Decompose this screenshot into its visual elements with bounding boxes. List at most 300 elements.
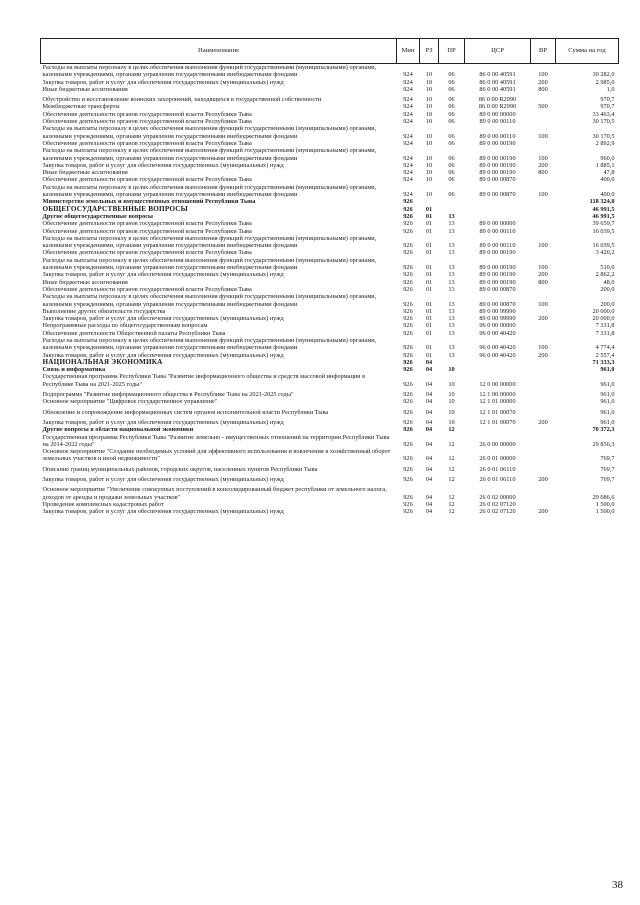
cell-rz: 01 xyxy=(425,242,433,250)
cell-pr: 12 xyxy=(448,476,455,484)
cell-pr: 12 xyxy=(448,508,455,516)
table-row xyxy=(41,483,619,501)
cell-name: Расходы на выплаты персоналу в целях обеспечения выполнения функций государственными (муниципальными) органами, казенными учреждениями, органами управления государственными внебюджетными фондами xyxy=(42,336,377,352)
cell-name: Обеспечение деятельности органов государственной власти Республики Тыва xyxy=(42,227,252,235)
cell-vr xyxy=(531,398,556,405)
cell-rz: 10 xyxy=(425,85,433,93)
cell-csr: 26 0 01 06110 xyxy=(479,476,516,484)
cell-csr xyxy=(465,426,531,433)
cell-rz: 01 xyxy=(425,329,433,337)
cell-vr xyxy=(531,463,556,473)
cell-min: 926 xyxy=(403,391,413,399)
cell-vr: 200 xyxy=(538,351,548,359)
page-number: 38 xyxy=(612,879,623,891)
table-row xyxy=(41,293,619,308)
cell-name: Обеспечение деятельности органов государственной власти Республики Тыва xyxy=(42,285,252,293)
cell-rz: 01 xyxy=(425,227,433,235)
cell-min: 926 xyxy=(403,465,413,473)
table-row xyxy=(41,125,619,140)
cell-sum: 769,7 xyxy=(600,465,615,473)
cell-csr: 86 0 00 R2990 xyxy=(478,96,517,104)
cell-min: 926 xyxy=(403,242,413,250)
header-min: Мин xyxy=(397,39,420,64)
cell-pr xyxy=(439,198,465,205)
cell-name: Расходы на выплаты персоналу в целях обеспечения выполнения функций государственными (муниципальными) органами, казенными учреждениями, органами управления государственными внебюджетными фондами xyxy=(42,293,377,308)
cell-csr: 89 0 00 99990 xyxy=(479,307,516,315)
table-row xyxy=(41,86,619,93)
table-row xyxy=(41,473,619,483)
cell-pr: 13 xyxy=(448,278,455,286)
cell-pr: 10 xyxy=(448,398,455,406)
cell-min: 926 xyxy=(403,408,413,416)
cell-name: Иные бюджетные ассигнования xyxy=(42,278,128,286)
cell-sum: 47,8 xyxy=(603,169,615,177)
cell-pr: 10 xyxy=(448,380,455,388)
cell-csr xyxy=(465,213,531,220)
cell-name: Обеспечение деятельности Общественной палаты Республики Тыва xyxy=(42,329,226,337)
cell-pr: 12 xyxy=(448,500,455,508)
cell-name: Иные бюджетные ассигнования xyxy=(42,85,128,93)
cell-name: Закупка товаров, работ и услуг для обеспечения государственных (муниципальных) нужд xyxy=(42,271,284,279)
cell-sum: 961,0 xyxy=(600,398,615,406)
cell-min: 924 xyxy=(403,176,413,184)
table-row xyxy=(41,373,619,388)
cell-name: Выполнение других обязательств государства xyxy=(42,307,166,315)
cell-name: Обновление и сопровождение информационных систем органов исполнительной власти Республики Тыва xyxy=(42,408,329,416)
cell-csr: 26 0 02 07120 xyxy=(479,508,516,516)
cell-min: 926 xyxy=(403,455,413,463)
cell-sum: 970,7 xyxy=(600,103,615,111)
cell-pr: 06 xyxy=(448,169,455,177)
cell-sum: 961,0 xyxy=(600,366,615,374)
cell-pr: 10 xyxy=(448,391,455,399)
cell-rz: 04 xyxy=(425,398,433,406)
cell-csr: 96 0 00 00000 xyxy=(479,322,516,330)
table-row xyxy=(41,103,619,110)
cell-csr xyxy=(465,198,531,205)
cell-sum: 961,0 xyxy=(600,408,615,416)
table-row xyxy=(41,330,619,337)
cell-pr: 13 xyxy=(448,285,455,293)
cell-name: Непрограммные расходы по общегосударственным вопросам xyxy=(42,322,208,330)
cell-vr xyxy=(531,322,556,329)
cell-pr: 13 xyxy=(448,344,455,352)
cell-min: 924 xyxy=(403,96,413,104)
cell-min: 926 xyxy=(403,476,413,484)
cell-rz: 04 xyxy=(425,358,433,366)
table-row xyxy=(41,249,619,256)
cell-vr: 500 xyxy=(538,103,548,111)
cell-sum: 769,7 xyxy=(600,476,615,484)
table-row xyxy=(41,448,619,463)
cell-vr: 100 xyxy=(538,264,548,272)
cell-min: 926 xyxy=(403,220,413,228)
table-row xyxy=(41,169,619,176)
table-row xyxy=(41,426,619,433)
cell-vr xyxy=(531,308,556,315)
table-row xyxy=(41,93,619,103)
cell-min: 924 xyxy=(403,191,413,199)
cell-sum: 510,0 xyxy=(600,264,615,272)
cell-min: 926 xyxy=(403,315,413,323)
table-row xyxy=(41,206,619,213)
cell-csr: 12 1 01 00070 xyxy=(479,408,516,416)
cell-vr xyxy=(531,359,556,366)
cell-vr xyxy=(531,249,556,256)
cell-csr: 12 1 01 00070 xyxy=(479,418,516,426)
cell-min: 924 xyxy=(403,154,413,162)
cell-pr: 13 xyxy=(448,307,455,315)
cell-sum: 33 463,4 xyxy=(592,110,615,118)
cell-min: 926 xyxy=(403,278,413,286)
cell-min: 926 xyxy=(403,344,413,352)
cell-pr xyxy=(439,359,465,366)
cell-pr: 06 xyxy=(448,191,455,199)
cell-name: Основное мероприятие "Создание необходимых условий для эффективного использования и вовлечения в хозяйственный оборот земельных участков и иной недвижимости" xyxy=(42,448,391,463)
cell-min: 924 xyxy=(403,161,413,169)
cell-csr: 89 0 00 00110 xyxy=(479,118,516,126)
table-row xyxy=(41,257,619,272)
cell-vr xyxy=(531,483,556,501)
cell-vr: 800 xyxy=(538,169,548,177)
cell-rz: 04 xyxy=(425,380,433,388)
cell-vr xyxy=(531,434,556,449)
cell-name: Другие общегосударственные вопросы xyxy=(42,212,153,220)
cell-rz: 01 xyxy=(425,315,433,323)
cell-pr: 10 xyxy=(448,366,455,374)
cell-sum: 961,0 xyxy=(600,391,615,399)
table-row xyxy=(41,337,619,352)
table-row xyxy=(41,398,619,405)
cell-vr xyxy=(531,388,556,398)
cell-min: 924 xyxy=(403,78,413,86)
cell-csr: 89 0 00 00190 xyxy=(479,169,516,177)
cell-pr: 13 xyxy=(448,351,455,359)
cell-rz: 01 xyxy=(425,344,433,352)
cell-pr: 12 xyxy=(448,465,455,473)
cell-rz: 01 xyxy=(425,220,433,228)
cell-name: Расходы на выплаты персоналу в целях обеспечения выполнения функций государственными (муниципальными) органами, казенными учреждениями, органами управления государственными внебюджетными фондами xyxy=(42,64,377,79)
table-row xyxy=(41,162,619,169)
cell-name: Основное мероприятие "Цифровое государственное управление" xyxy=(42,398,218,406)
cell-vr xyxy=(531,366,556,373)
cell-rz: 01 xyxy=(425,249,433,257)
cell-vr xyxy=(531,286,556,293)
cell-sum: 200,0 xyxy=(600,300,615,308)
cell-csr xyxy=(465,366,531,373)
table-row xyxy=(41,463,619,473)
cell-csr: 96 0 00 40420 xyxy=(479,329,516,337)
cell-vr: 200 xyxy=(538,315,548,323)
table-row xyxy=(41,111,619,118)
cell-vr xyxy=(531,93,556,103)
header-name: Наименование xyxy=(41,39,397,64)
cell-rz: 10 xyxy=(425,139,433,147)
cell-pr: 13 xyxy=(448,227,455,235)
cell-vr xyxy=(531,118,556,125)
cell-sum: 71 333,3 xyxy=(592,358,615,366)
cell-csr: 26 0 00 00000 xyxy=(479,440,516,448)
cell-min: 926 xyxy=(403,508,413,516)
table-row xyxy=(41,140,619,147)
cell-sum: 400,0 xyxy=(600,191,615,199)
cell-csr: 89 0 00 99990 xyxy=(479,315,516,323)
table-body xyxy=(41,64,619,516)
cell-vr: 200 xyxy=(538,418,548,426)
cell-csr: 89 0 00 00870 xyxy=(479,176,516,184)
cell-sum: 2 985,0 xyxy=(595,78,615,86)
cell-name: Обеспечение деятельности органов государственной власти Республики Тыва xyxy=(42,118,252,126)
cell-name: Расходы на выплаты персоналу в целях обеспечения выполнения функций государственными (муниципальными) органами, казенными учреждениями, органами управления государственными внебюджетными фондами xyxy=(42,125,377,140)
table-row xyxy=(41,184,619,199)
cell-pr: 13 xyxy=(448,315,455,323)
cell-vr: 200 xyxy=(538,78,548,86)
cell-pr: 13 xyxy=(448,264,455,272)
cell-pr: 13 xyxy=(448,249,455,257)
cell-csr xyxy=(465,206,531,213)
cell-sum: 118 324,8 xyxy=(589,198,615,206)
cell-sum: 16 039,5 xyxy=(592,242,615,250)
table-row xyxy=(41,220,619,227)
cell-name: Проведение комплексных кадастровых работ xyxy=(42,500,164,508)
cell-sum: 200,0 xyxy=(600,285,615,293)
cell-rz: 10 xyxy=(425,71,433,79)
cell-pr: 13 xyxy=(448,271,455,279)
table-row xyxy=(41,359,619,366)
cell-min: 924 xyxy=(403,118,413,126)
cell-rz: 10 xyxy=(425,78,433,86)
cell-csr: 96 0 00 40420 xyxy=(479,351,516,359)
cell-sum: 4 774,4 xyxy=(595,344,615,352)
cell-sum: 2 557,4 xyxy=(595,351,615,359)
cell-min: 926 xyxy=(403,358,413,366)
cell-min: 926 xyxy=(403,380,413,388)
cell-rz: 04 xyxy=(425,500,433,508)
cell-min: 926 xyxy=(403,249,413,257)
cell-rz: 04 xyxy=(425,366,433,374)
cell-csr: 89 0 00 00870 xyxy=(479,285,516,293)
cell-rz: 10 xyxy=(425,96,433,104)
cell-min: 926 xyxy=(403,227,413,235)
cell-sum: 46 991,5 xyxy=(592,212,615,220)
cell-min: 926 xyxy=(403,205,413,213)
cell-name: Закупка товаров, работ и услуг для обеспечения государственных (муниципальных) нужд xyxy=(42,508,284,516)
cell-min: 926 xyxy=(403,322,413,330)
table-row xyxy=(41,406,619,416)
cell-name: ОБЩЕГОСУДАРСТВЕННЫЕ ВОПРОСЫ xyxy=(42,204,188,213)
cell-pr: 12 xyxy=(448,440,455,448)
cell-rz: 01 xyxy=(425,351,433,359)
cell-min: 926 xyxy=(403,351,413,359)
cell-rz xyxy=(420,198,439,205)
cell-csr: 26 0 02 07120 xyxy=(479,500,516,508)
cell-pr: 06 xyxy=(448,96,455,104)
cell-name: Закупка товаров, работ и услуг для обеспечения государственных (муниципальных) нужд xyxy=(42,78,284,86)
table-header-row xyxy=(41,39,619,64)
cell-csr: 86 0 00 40591 xyxy=(479,71,516,79)
cell-name: Расходы на выплаты персоналу в целях обеспечения выполнения функций государственными (муниципальными) органами, казенными учреждениями, органами управления государственными внебюджетными фондами xyxy=(42,147,377,162)
cell-pr: 06 xyxy=(448,118,455,126)
budget-table xyxy=(40,38,619,516)
table-row xyxy=(41,79,619,86)
cell-name: Межбюджетные трансферты xyxy=(42,103,120,111)
header-sum: Сумма на год xyxy=(556,39,619,64)
cell-min: 924 xyxy=(403,139,413,147)
cell-min: 926 xyxy=(403,198,413,206)
cell-vr xyxy=(531,228,556,235)
cell-rz: 01 xyxy=(425,278,433,286)
cell-csr: 89 0 00 00190 xyxy=(479,271,516,279)
table-row xyxy=(41,501,619,508)
cell-min: 926 xyxy=(403,398,413,406)
cell-vr xyxy=(531,213,556,220)
cell-sum: 961,0 xyxy=(600,418,615,426)
cell-csr: 96 0 00 40420 xyxy=(479,344,516,352)
cell-vr: 100 xyxy=(538,154,548,162)
cell-rz: 04 xyxy=(425,418,433,426)
cell-vr: 100 xyxy=(538,344,548,352)
cell-rz: 04 xyxy=(425,455,433,463)
cell-sum: 3 420,2 xyxy=(595,249,615,257)
table-row xyxy=(41,147,619,162)
cell-min: 926 xyxy=(403,440,413,448)
cell-vr xyxy=(531,330,556,337)
cell-name: Расходы на выплаты персоналу в целях обеспечения выполнения функций государственными (муниципальными) органами, казенными учреждениями, органами управления государственными внебюджетными фондами xyxy=(42,183,377,199)
cell-name: НАЦИОНАЛЬНАЯ ЭКОНОМИКА xyxy=(42,357,163,366)
cell-pr: 12 xyxy=(448,426,455,434)
cell-name: Основное мероприятие "Увеличение совокупных поступлений в консолидированный бюджет республики от земельного налога, доходов от аренды и продажи земельных участков" xyxy=(42,486,387,501)
cell-rz: 04 xyxy=(425,476,433,484)
cell-min: 926 xyxy=(403,300,413,308)
cell-sum: 7 331,8 xyxy=(595,329,615,337)
cell-vr xyxy=(531,501,556,508)
cell-vr xyxy=(531,406,556,416)
cell-pr: 06 xyxy=(448,161,455,169)
cell-vr xyxy=(531,140,556,147)
cell-sum: 29 086,6 xyxy=(592,493,615,501)
cell-vr xyxy=(531,448,556,463)
cell-vr xyxy=(531,198,556,205)
cell-csr: 89 0 00 00000 xyxy=(479,110,516,118)
cell-csr: 89 0 00 00190 xyxy=(479,139,516,147)
cell-sum: 970,7 xyxy=(600,96,615,104)
cell-min: 926 xyxy=(403,493,413,501)
cell-vr: 200 xyxy=(538,271,548,279)
cell-rz: 04 xyxy=(425,440,433,448)
cell-sum: 48,0 xyxy=(603,278,615,286)
cell-pr: 06 xyxy=(448,85,455,93)
table-row xyxy=(41,279,619,286)
cell-sum: 46 991,5 xyxy=(592,205,615,213)
table-row xyxy=(41,64,619,79)
cell-vr: 200 xyxy=(538,476,548,484)
cell-name: Обеспечение деятельности органов государственной власти Республики Тыва xyxy=(42,139,252,147)
table-row xyxy=(41,308,619,315)
cell-name: Закупка товаров, работ и услуг для обеспечения государственных (муниципальных) нужд xyxy=(42,351,284,359)
header-vr: ВР xyxy=(531,39,556,64)
cell-sum: 1 885,1 xyxy=(595,161,615,169)
cell-vr: 100 xyxy=(538,242,548,250)
cell-name: Государственная программа Республики Тыва "Развитие земельно - имущественных отношений на территории Республики Тыва на 2014-2022 годы" xyxy=(42,433,390,448)
cell-csr xyxy=(465,359,531,366)
cell-csr: 26 0 02 00000 xyxy=(479,493,516,501)
cell-name: Обустройство и восстановление воинских захоронений, находящихся в государственной собственности xyxy=(42,96,322,104)
cell-rz: 10 xyxy=(425,118,433,126)
cell-pr: 06 xyxy=(448,103,455,111)
cell-pr: 06 xyxy=(448,132,455,140)
cell-vr: 200 xyxy=(538,161,548,169)
cell-rz: 10 xyxy=(425,103,433,111)
table-row xyxy=(41,271,619,278)
cell-pr: 13 xyxy=(448,242,455,250)
cell-sum: 39 659,7 xyxy=(592,220,615,228)
table-row xyxy=(41,366,619,373)
cell-min: 924 xyxy=(403,110,413,118)
cell-pr: 13 xyxy=(448,300,455,308)
cell-rz: 01 xyxy=(425,264,433,272)
cell-pr: 10 xyxy=(448,408,455,416)
cell-min: 924 xyxy=(403,169,413,177)
cell-name: Закупка товаров, работ и услуг для обеспечения государственных (муниципальных) нужд xyxy=(42,161,284,169)
cell-rz: 10 xyxy=(425,161,433,169)
cell-csr: 89 0 00 00110 xyxy=(479,242,516,250)
cell-sum: 2 892,9 xyxy=(595,139,615,147)
cell-name: Описание границ муниципальных районов, городских округов, населенных пунктов Республики Тыва xyxy=(42,465,318,473)
table-row xyxy=(41,176,619,183)
cell-csr: 89 0 00 00190 xyxy=(479,278,516,286)
cell-vr xyxy=(531,426,556,433)
table-row xyxy=(41,416,619,426)
table-row xyxy=(41,286,619,293)
header-pr: ПР xyxy=(439,39,465,64)
cell-pr: 06 xyxy=(448,139,455,147)
cell-min: 924 xyxy=(403,103,413,111)
cell-sum: 1 500,0 xyxy=(595,500,615,508)
cell-rz: 10 xyxy=(425,110,433,118)
cell-rz: 04 xyxy=(425,391,433,399)
cell-name: Обеспечение деятельности органов государственной власти Республики Тыва xyxy=(42,220,252,228)
cell-sum: 16 039,5 xyxy=(592,227,615,235)
header-csr: ЦСР xyxy=(465,39,531,64)
cell-csr: 89 0 00 00110 xyxy=(479,132,516,140)
cell-csr: 89 0 00 00870 xyxy=(479,300,516,308)
cell-sum: 7 331,8 xyxy=(595,322,615,330)
cell-sum: 1,0 xyxy=(606,85,615,93)
table-row xyxy=(41,508,619,515)
cell-csr: 89 0 00 00190 xyxy=(479,264,516,272)
cell-pr: 06 xyxy=(448,176,455,184)
cell-name: Государственная программа Республики Тыва "Развитие информационного общества и средств массовой информации в Республике Тыва на 2021-2025 годы" xyxy=(42,373,366,388)
cell-vr: 200 xyxy=(538,508,548,516)
table-row xyxy=(41,235,619,250)
cell-csr: 89 0 00 00110 xyxy=(479,227,516,235)
cell-name: Обеспечение деятельности органов государственной власти Республики Тыва xyxy=(42,176,252,184)
cell-rz: 01 xyxy=(425,300,433,308)
cell-pr: 13 xyxy=(448,329,455,337)
cell-pr: 06 xyxy=(448,71,455,79)
cell-min: 924 xyxy=(403,132,413,140)
cell-vr xyxy=(531,206,556,213)
cell-sum: 1 500,0 xyxy=(595,508,615,516)
cell-min: 926 xyxy=(403,212,413,220)
cell-min: 926 xyxy=(403,271,413,279)
cell-min: 926 xyxy=(403,500,413,508)
cell-sum: 20 000,0 xyxy=(592,307,615,315)
cell-pr: 13 xyxy=(448,322,455,330)
cell-sum: 29 856,3 xyxy=(592,440,615,448)
cell-name: Закупка товаров, работ и услуг для обеспечения государственных (муниципальных) нужд xyxy=(42,315,284,323)
table-row xyxy=(41,388,619,398)
